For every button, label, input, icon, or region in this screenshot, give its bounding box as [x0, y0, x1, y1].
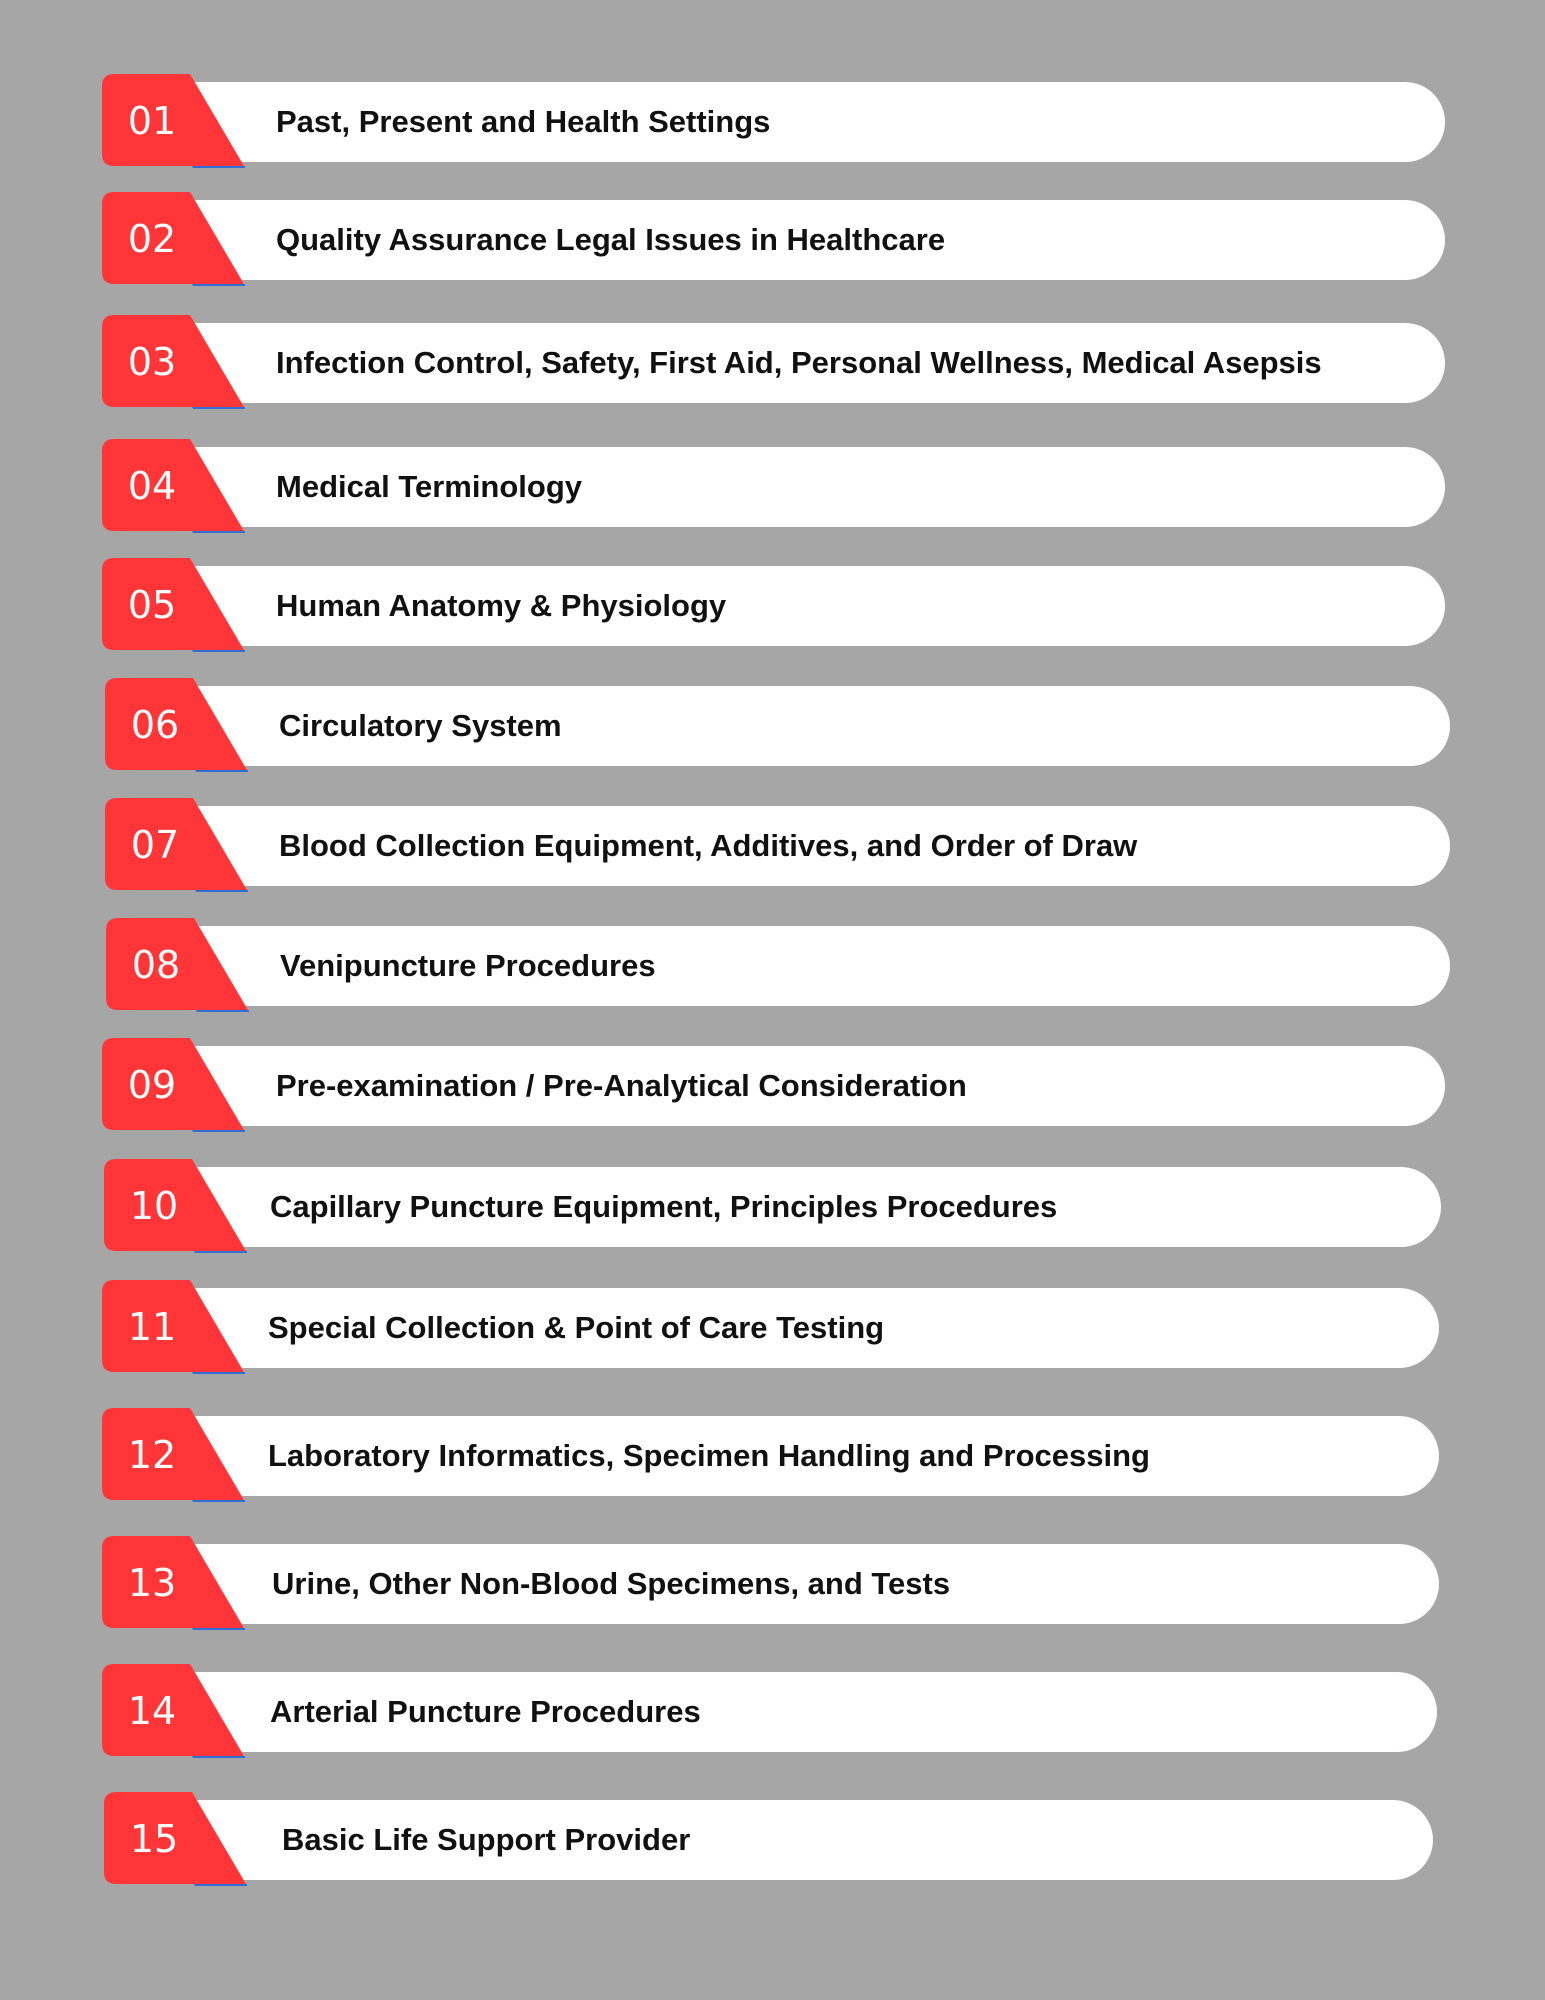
- number-tag: [102, 1664, 247, 1758]
- item-number: 10: [129, 1184, 179, 1228]
- topic-label: Urine, Other Non-Blood Specimens, and Tests: [272, 1566, 951, 1601]
- list-item: [0, 1280, 1545, 1376]
- list-item: [0, 74, 1545, 170]
- item-number: 15: [129, 1817, 179, 1861]
- topic-pill: [194, 926, 1450, 1006]
- item-number: 09: [127, 1063, 177, 1107]
- topic-label: Venipuncture Procedures: [280, 948, 656, 983]
- list-item: [0, 192, 1545, 288]
- list-item: [0, 1664, 1545, 1760]
- item-number: 11: [127, 1305, 177, 1349]
- number-tag: [106, 918, 251, 1012]
- topic-pill: [190, 1544, 1439, 1624]
- topic-label: Past, Present and Health Settings: [276, 104, 771, 139]
- list-item: [0, 1536, 1545, 1632]
- number-tag: [105, 798, 250, 892]
- item-number: 12: [127, 1433, 177, 1477]
- topic-label: Capillary Puncture Equipment, Principles Procedures: [270, 1189, 1058, 1224]
- topic-pill: [190, 1046, 1445, 1126]
- topic-pill: [190, 1672, 1437, 1752]
- list-item: [0, 918, 1545, 1014]
- topic-label: Human Anatomy & Physiology: [276, 588, 727, 623]
- item-number: 01: [127, 99, 177, 143]
- list-item: [0, 678, 1545, 774]
- list-item: [0, 439, 1545, 535]
- topic-pill: [190, 1416, 1439, 1496]
- list-item: [0, 315, 1545, 411]
- item-number: 08: [131, 943, 181, 987]
- list-item: [0, 1792, 1545, 1888]
- topic-pill: [190, 1288, 1439, 1368]
- topic-pill: [190, 323, 1445, 403]
- item-number: 04: [127, 464, 177, 508]
- topic-pill: [190, 447, 1445, 527]
- topic-pill: [192, 1800, 1433, 1880]
- topic-label: Pre-examination / Pre-Analytical Consideration: [276, 1068, 967, 1103]
- number-tag: [102, 1038, 247, 1132]
- topic-label: Medical Terminology: [276, 469, 583, 504]
- item-number: 13: [127, 1561, 177, 1605]
- topic-pill: [190, 200, 1445, 280]
- item-number: 02: [127, 217, 177, 261]
- topic-label: Arterial Puncture Procedures: [270, 1694, 701, 1729]
- number-tag: [102, 192, 247, 286]
- topic-label: Quality Assurance Legal Issues in Healthcare: [276, 222, 946, 257]
- item-number: 06: [130, 703, 180, 747]
- number-tag: [102, 558, 247, 652]
- item-number: 14: [127, 1689, 177, 1733]
- item-number: 05: [127, 583, 177, 627]
- number-tag: [102, 74, 247, 168]
- item-number: 03: [127, 340, 177, 384]
- list-item: [0, 1159, 1545, 1255]
- topic-pill: [190, 566, 1445, 646]
- topic-label: Laboratory Informatics, Specimen Handling and Processing: [268, 1438, 1150, 1473]
- list-item: [0, 1038, 1545, 1134]
- topic-label: Blood Collection Equipment, Additives, and Order of Draw: [279, 828, 1138, 863]
- topic-label: Special Collection & Point of Care Testing: [268, 1310, 885, 1345]
- topic-pill: [190, 82, 1445, 162]
- number-tag: [102, 439, 247, 533]
- topic-pill: [193, 806, 1450, 886]
- topic-label: Basic Life Support Provider: [282, 1822, 691, 1857]
- list-item: [0, 1408, 1545, 1504]
- number-tag: [102, 315, 247, 409]
- list-item: [0, 798, 1545, 894]
- topic-pill: [190, 1167, 1441, 1247]
- number-tag: [105, 678, 250, 772]
- number-tag: [104, 1159, 249, 1253]
- number-tag: [104, 1792, 249, 1886]
- number-tag: [102, 1408, 247, 1502]
- item-number: 07: [130, 823, 180, 867]
- topic-label: Infection Control, Safety, First Aid, Personal Wellness, Medical Asepsis: [276, 345, 1322, 380]
- list-item: [0, 558, 1545, 654]
- number-tag: [102, 1536, 247, 1630]
- topic-pill: [193, 686, 1450, 766]
- number-tag: [102, 1280, 247, 1374]
- topic-label: Circulatory System: [279, 708, 562, 743]
